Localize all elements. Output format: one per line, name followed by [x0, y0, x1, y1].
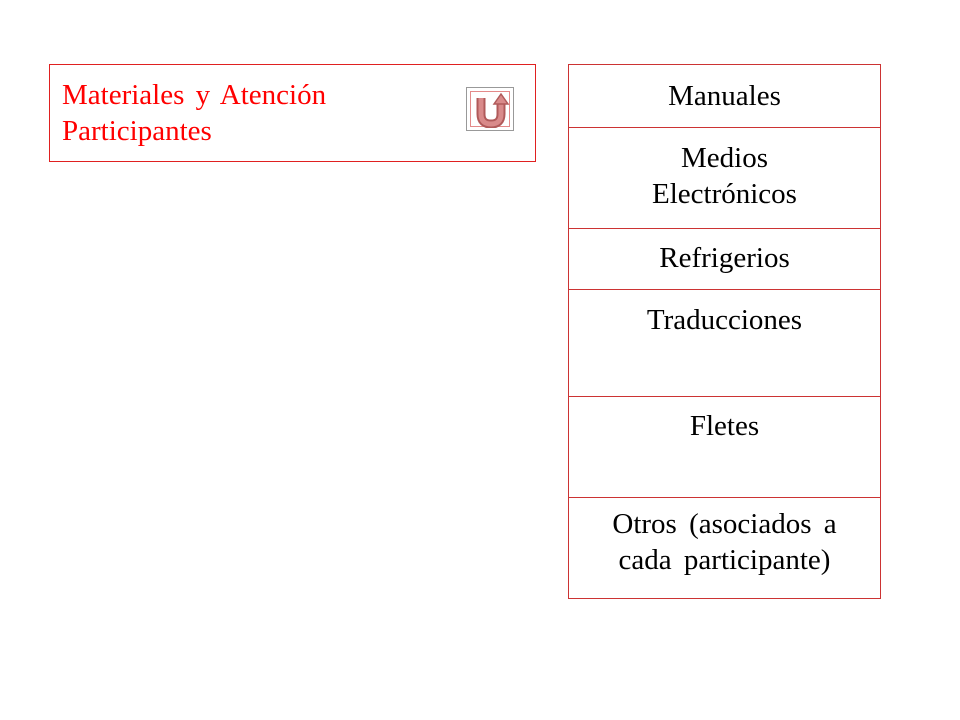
- table-row: [569, 290, 881, 397]
- item-otros: [569, 498, 881, 599]
- page-title-line-1: Materiales y Atención: [62, 79, 327, 111]
- table-row: [569, 498, 881, 599]
- table-row: [569, 128, 881, 229]
- item-manuales: Manuales: [569, 65, 881, 128]
- page-title: [62, 77, 462, 149]
- page-title-line-2: Participantes: [62, 115, 212, 147]
- header-box: [49, 64, 536, 162]
- table-row: [569, 65, 881, 128]
- item-medios-electronicos-line-2: Electrónicos: [652, 178, 797, 210]
- item-fletes: Fletes: [569, 397, 881, 498]
- item-refrigerios: Refrigerios: [569, 229, 881, 290]
- table-row: [569, 397, 881, 498]
- items-table: [568, 64, 881, 599]
- item-otros-line-2: cada participante): [618, 544, 831, 576]
- item-medios-electronicos-line-1: Medios: [681, 142, 768, 174]
- return-button[interactable]: [466, 87, 514, 131]
- u-turn-arrow-icon: [472, 92, 510, 128]
- item-medios-electronicos: [569, 128, 881, 229]
- table-row: [569, 229, 881, 290]
- item-otros-line-1: Otros (asociados a: [612, 508, 837, 540]
- item-traducciones: Traducciones: [569, 290, 881, 397]
